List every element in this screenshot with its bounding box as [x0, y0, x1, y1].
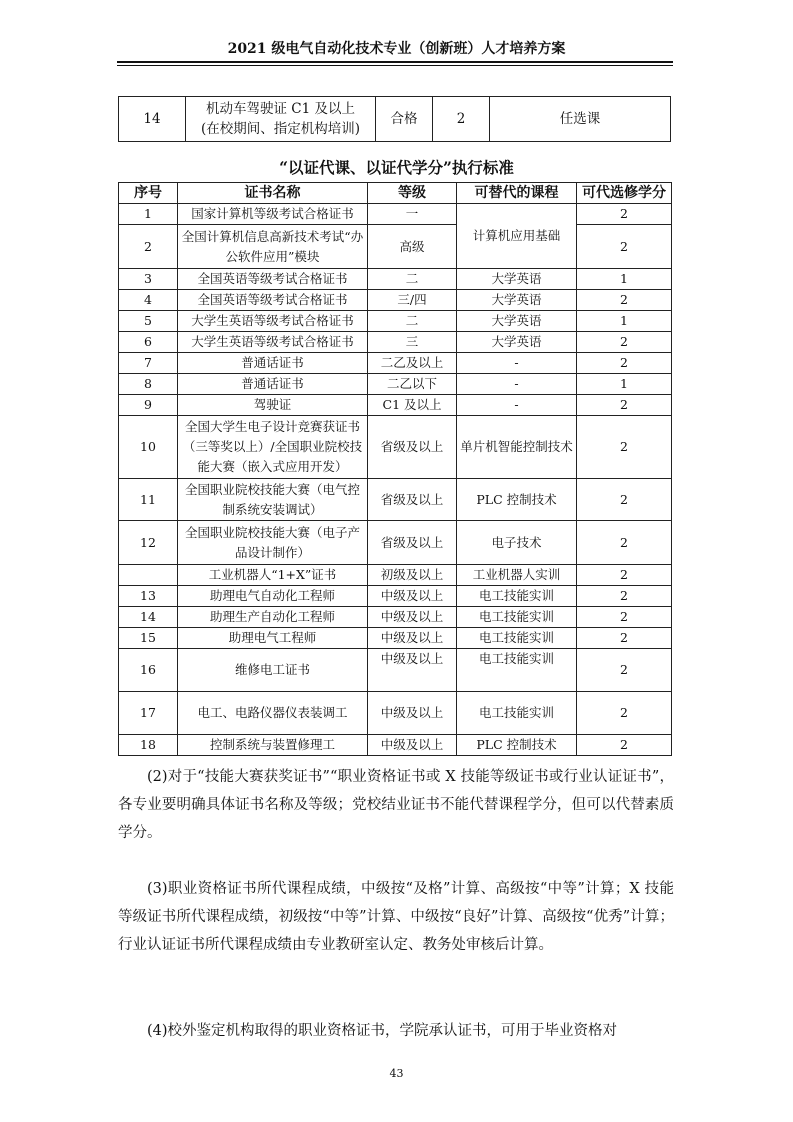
cell-course: 大学英语 [457, 332, 577, 353]
table-row [119, 586, 672, 607]
cell-no: 11 [119, 479, 178, 521]
cell-no: 5 [119, 311, 178, 332]
cell-course: 计算机应用基础 [457, 204, 577, 269]
cell-no: 16 [119, 649, 178, 692]
cell-course: 电工技能实训 [457, 692, 577, 735]
cell-grade: 二 [368, 311, 457, 332]
column-header: 等级 [368, 183, 457, 204]
cell-name: 驾驶证 [178, 395, 368, 416]
table-header [119, 183, 672, 204]
cell-type: 任选课 [490, 97, 671, 142]
paragraph: (2)对于“技能大赛获奖证书”“职业资格证书或 X 技能等级证书或行业认证证书”，各专业要明确具体证书名称及等级；党校结业证书不能代替课程学分，但可以代替素质学分。 [118, 769, 674, 841]
cell-course: 大学英语 [457, 311, 577, 332]
name-line: (在校期间、指定机构培训) [200, 121, 361, 137]
cell-credit: 2 [577, 521, 672, 565]
cell-grade: 中级及以上 [368, 692, 457, 735]
cell-grade: 二乙以下 [368, 374, 457, 395]
cell-name: 电工、电路仪器仪表装调工 [178, 692, 368, 735]
cell-grade: 二 [368, 269, 457, 290]
cell-no: 13 [119, 586, 178, 607]
cell-credit: 2 [577, 735, 672, 756]
cell-no: 6 [119, 332, 178, 353]
column-header: 可代选修学分 [577, 183, 672, 204]
cell-name: 大学生英语等级考试合格证书 [178, 332, 368, 353]
cell-name: 助理生产自动化工程师 [178, 607, 368, 628]
cell-course: 大学英语 [457, 269, 577, 290]
cell-credit: 2 [577, 628, 672, 649]
running-header: 2021 级电气自动化技术专业（创新班）人才培养方案 [227, 41, 566, 57]
cell-no: 14 [119, 607, 178, 628]
cell-no: 7 [119, 353, 178, 374]
cell-credit: 2 [577, 332, 672, 353]
column-header: 证书名称 [178, 183, 368, 204]
table-row [119, 225, 672, 269]
paragraph: (4)校外鉴定机构取得的职业资格证书，学院承认证书，可用于毕业资格对 [147, 1023, 618, 1039]
cell-grade: 中级及以上 [368, 607, 457, 628]
cell-course: - [457, 374, 577, 395]
cell-grade: 高级 [368, 225, 457, 269]
cell-credit: 2 [577, 649, 672, 692]
cell-grade: 初级及以上 [368, 565, 457, 586]
table-row [119, 97, 671, 142]
table-row [119, 607, 672, 628]
column-header: 可替代的课程 [457, 183, 577, 204]
cell-name: 全国英语等级考试合格证书 [178, 269, 368, 290]
cell-name: 助理电气自动化工程师 [178, 586, 368, 607]
table-row [119, 628, 672, 649]
cell-name: 全国英语等级考试合格证书 [178, 290, 368, 311]
cell-course: 大学英语 [457, 290, 577, 311]
cell-name: 维修电工证书 [178, 649, 368, 692]
cell-name: 助理电气工程师 [178, 628, 368, 649]
table-title: “以证代课、以证代学分”执行标准 [279, 158, 514, 177]
header-rule [117, 61, 673, 63]
certificate-table [118, 182, 672, 756]
cell-grade: 中级及以上 [368, 628, 457, 649]
cell-course: 电子技术 [457, 521, 577, 565]
continued-table [118, 96, 671, 142]
table-row [119, 521, 672, 565]
table-row [119, 395, 672, 416]
cell-course: PLC 控制技术 [457, 479, 577, 521]
cell-no: 4 [119, 290, 178, 311]
table-row [119, 649, 672, 692]
cell-course: PLC 控制技术 [457, 735, 577, 756]
cell-no: 8 [119, 374, 178, 395]
cell-no: 1 [119, 204, 178, 225]
cell-name: 全国职业院校技能大赛（电子产品设计制作） [178, 521, 368, 565]
table-row [119, 735, 672, 756]
cell-name: 普通话证书 [178, 374, 368, 395]
cell-grade: C1 及以上 [368, 395, 457, 416]
cell-name [186, 97, 376, 142]
cell-grade: 省级及以上 [368, 521, 457, 565]
cell-no: 10 [119, 416, 178, 479]
table-row [119, 332, 672, 353]
cell-grade: 二乙及以上 [368, 353, 457, 374]
cell-credit: 2 [577, 225, 672, 269]
cell-grade: 一 [368, 204, 457, 225]
cell-no [119, 565, 178, 586]
cell-credit: 2 [577, 395, 672, 416]
table-row [119, 204, 672, 225]
cell-credit: 2 [577, 586, 672, 607]
page-number: 43 [389, 1067, 404, 1080]
cell-name: 全国大学生电子设计竞赛获证书（三等奖以上）/全国职业院校技能大赛（嵌入式应用开发） [178, 416, 368, 479]
cell-credit: 2 [577, 692, 672, 735]
cell-credit: 2 [577, 204, 672, 225]
cell-name: 全国计算机信息高新技术考试“办公软件应用”模块 [178, 225, 368, 269]
cell-credit: 2 [577, 607, 672, 628]
cell-grade: 三 [368, 332, 457, 353]
cell-course: 工业机器人实训 [457, 565, 577, 586]
cell-no: 18 [119, 735, 178, 756]
cell-credit: 2 [577, 416, 672, 479]
cell-name: 控制系统与装置修理工 [178, 735, 368, 756]
cell-name: 大学生英语等级考试合格证书 [178, 311, 368, 332]
cell-grade: 省级及以上 [368, 416, 457, 479]
cell-course: 电工技能实训 [457, 607, 577, 628]
cell-course: - [457, 353, 577, 374]
cell-no: 12 [119, 521, 178, 565]
cell-credit: 2 [577, 290, 672, 311]
paragraph: (3)职业资格证书所代课程成绩，中级按“及格”计算、高级按“中等”计算；X 技能等级证书所代课程成绩，初级按“中等”计算、中级按“良好”计算、高级按“优秀”计算；行业认证证书所代课程成绩由专业教研室认定、教务处审核后计算。 [118, 881, 674, 953]
cell-no: 9 [119, 395, 178, 416]
cell-no: 2 [119, 225, 178, 269]
table-row [119, 311, 672, 332]
table-row [119, 269, 672, 290]
cell-credit: 1 [577, 374, 672, 395]
cell-course: 单片机智能控制技术 [457, 416, 577, 479]
cell-credit: 1 [577, 269, 672, 290]
cell-course: 电工技能实训 [457, 649, 577, 692]
cell-grade: 三/四 [368, 290, 457, 311]
table-row [119, 416, 672, 479]
cell-credit: 1 [577, 311, 672, 332]
table-row [119, 353, 672, 374]
cell-course: - [457, 395, 577, 416]
table-row [119, 692, 672, 735]
header-rule-thin [117, 65, 673, 66]
cell-grade: 合格 [376, 97, 433, 142]
cell-grade: 中级及以上 [368, 735, 457, 756]
table-row [119, 479, 672, 521]
cell-course: 电工技能实训 [457, 628, 577, 649]
cell-name: 国家计算机等级考试合格证书 [178, 204, 368, 225]
table-row [119, 290, 672, 311]
cell-credit: 2 [577, 479, 672, 521]
cell-no: 3 [119, 269, 178, 290]
cell-name: 全国职业院校技能大赛（电气控制系统安装调试） [178, 479, 368, 521]
table-row [119, 565, 672, 586]
column-header: 序号 [119, 183, 178, 204]
cell-credit: 2 [577, 353, 672, 374]
table-row [119, 374, 672, 395]
cell-grade: 省级及以上 [368, 479, 457, 521]
cell-no: 14 [119, 97, 186, 142]
cell-grade: 中级及以上 [368, 649, 457, 692]
cell-no: 15 [119, 628, 178, 649]
cell-name: 普通话证书 [178, 353, 368, 374]
name-line: 机动车驾驶证 C1 及以上 [205, 101, 355, 117]
cell-grade: 中级及以上 [368, 586, 457, 607]
cell-credit: 2 [577, 565, 672, 586]
cell-no: 17 [119, 692, 178, 735]
cell-course: 电工技能实训 [457, 586, 577, 607]
cell-credit: 2 [433, 97, 490, 142]
cell-name: 工业机器人“1+X”证书 [178, 565, 368, 586]
